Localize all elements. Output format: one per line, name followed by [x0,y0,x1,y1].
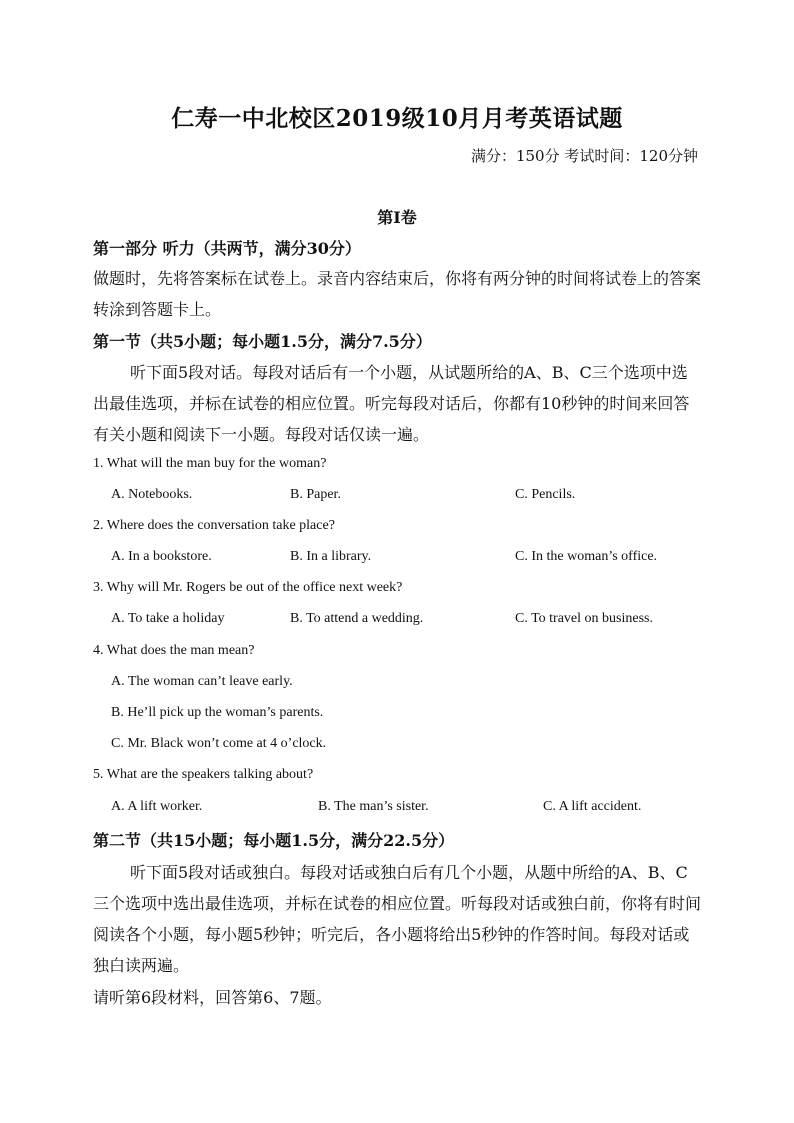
q5-option-c: C. A lift accident. [543,799,642,814]
q1-option-b: B. Paper. [290,487,341,502]
question-5: 5. What are the speakers talking about? [93,767,314,782]
volume-title: 第I卷 [377,208,417,227]
exam-meta: 满分：150分 考试时间：120分钟 [470,147,698,165]
q4-option-a: A. The woman can’t leave early. [111,674,293,689]
material-prompt: 请听第6段材料，回答第6、7题。 [93,988,332,1007]
q2-option-a: A. In a bookstore. [111,549,212,564]
q2-option-c: C. In the woman’s office. [515,549,658,564]
q3-option-a: A. To take a holiday [111,611,225,626]
q1-option-c: C. Pencils. [515,487,576,502]
q5-option-b: B. The man’s sister. [318,799,429,814]
q3-option-c: C. To travel on business. [515,611,653,626]
section2-instruction: 听下面5段对话或独白。每段对话或独白后有几个小题，从题中所给的A、B、C [130,863,688,882]
section1-instruction: 听下面5段对话。每段对话后有一个小题，从试题所给的A、B、C三个选项中选 [130,363,688,382]
section1-instruction: 出最佳选项，并标在试卷的相应位置。听完每段对话后，你都有10秒钟的时间来回答 [93,394,690,413]
section2-instruction: 三个选项中选出最佳选项，并标在试卷的相应位置。听每段对话或独白前，你将有时间 [93,894,702,913]
question-1: 1. What will the man buy for the woman? [93,456,327,471]
part1-heading: 第一部分 听力（共两节，满分30分） [93,239,361,258]
section2-instruction: 阅读各个小题，每小题5秒钟；听完后，各小题将给出5秒钟的作答时间。每段对话或 [93,925,690,944]
q4-option-c: C. Mr. Black won’t come at 4 o’clock. [111,736,327,751]
q3-option-b: B. To attend a wedding. [290,611,424,626]
question-4: 4. What does the man mean? [93,643,255,658]
question-2: 2. Where does the conversation take place? [93,518,335,533]
part1-intro-line: 做题时，先将答案标在试卷上。录音内容结束后，你将有两分钟的时间将试卷上的答案 [93,269,702,288]
section2-heading: 第二节（共15小题；每小题1.5分，满分22.5分） [93,831,455,850]
part1-intro-line: 转涂到答题卡上。 [93,300,222,319]
section2-instruction: 独白读两遍。 [93,956,190,975]
section1-heading: 第一节（共5小题；每小题1.5分，满分7.5分） [93,332,432,351]
q2-option-b: B. In a library. [290,549,372,564]
q1-option-a: A. Notebooks. [111,487,193,502]
q4-option-b: B. He’ll pick up the woman’s parents. [111,705,324,720]
q5-option-a: A. A lift worker. [111,799,203,814]
page-title: 仁寿一中北校区2019级10月月考英语试题 [171,105,623,132]
section1-instruction: 有关小题和阅读下一小题。每段对话仅读一遍。 [93,425,430,444]
question-3: 3. Why will Mr. Rogers be out of the office next week? [93,580,403,595]
